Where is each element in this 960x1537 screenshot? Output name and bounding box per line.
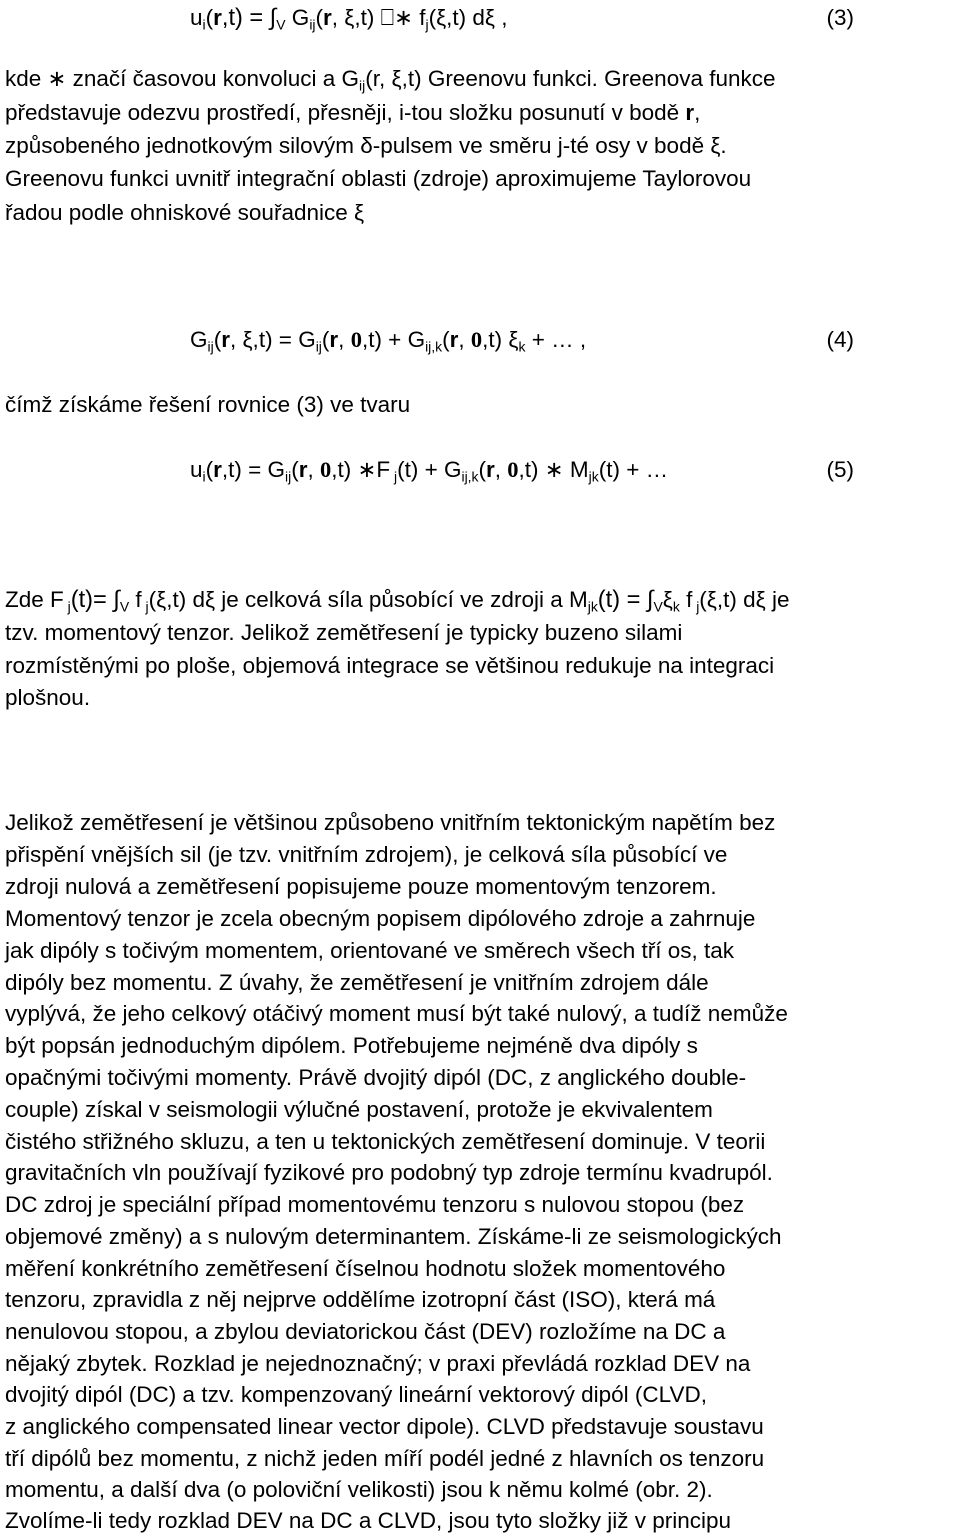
- text-line: gravitačních vln používají fyzikové pro podobný typ zdroje termínu kvadrupól.: [5, 1160, 773, 1185]
- text-line: Zvolíme-li tedy rozklad DEV na DC a CLVD, jsou tyto složky již v principu: [5, 1508, 732, 1533]
- eq-text: ,t) = ∫: [221, 5, 277, 31]
- eq-text: ,: [494, 457, 508, 482]
- eq-text: u: [190, 5, 203, 30]
- eq-sub: V: [276, 16, 286, 33]
- eq-sub: i: [202, 468, 206, 485]
- text-sub: j: [63, 598, 71, 615]
- text-line: plošnou.: [5, 685, 91, 710]
- eq-bold: r: [213, 457, 222, 482]
- text-sub: j: [141, 598, 149, 615]
- eq-text: ,: [338, 327, 351, 352]
- equation-number-5: (5): [826, 457, 854, 482]
- equation-5: [190, 455, 668, 485]
- text-run: ξ: [662, 587, 673, 612]
- eq-sub: j: [425, 16, 429, 33]
- text-line: Momentový tenzor je zcela obecným popisem dipólového zdroje a zahrnuje: [5, 906, 756, 931]
- eq-sub: ij,k: [425, 338, 443, 355]
- text-line: čistého střižného skluzu, a ten u tektonických zemětřesení dominuje. V teorii: [5, 1129, 766, 1154]
- eq-sub: i: [202, 16, 206, 33]
- equation-4: [190, 325, 586, 355]
- equation-number-3: (3): [826, 5, 854, 30]
- eq-text: ,t) ∗ M: [518, 457, 589, 482]
- eq-text: (: [205, 5, 214, 30]
- text-run: f: [129, 587, 142, 612]
- text-bold: r: [685, 100, 695, 125]
- eq-text: ,: [307, 457, 321, 482]
- eq-text: u: [190, 457, 203, 482]
- text-run: (t) = ∫: [597, 587, 654, 613]
- text-line: nějaký zbytek. Rozklad je nejednoznačný; v praxi převládá rozklad DEV na: [5, 1351, 751, 1376]
- text-run: f: [679, 587, 693, 612]
- eq-text: G: [285, 5, 310, 30]
- eq-text: ,t) ξ: [482, 327, 519, 352]
- text-line: čímž získáme řešení rovnice (3) ve tvaru: [5, 392, 411, 417]
- eq-sub: ij: [207, 338, 214, 355]
- text-run: představuje odezvu prostředí, přesněji, i-tou složku posunutí v bodě: [5, 100, 686, 125]
- text-line: z anglického compensated linear vector dipole). CLVD představuje soustavu: [5, 1414, 764, 1439]
- eq-text: (: [291, 457, 299, 482]
- eq-sub: ij: [315, 338, 322, 355]
- text-line: přispění vnějších sil (je tzv. vnitřním zdrojem), je celková síla působící ve: [5, 842, 728, 867]
- text-run: (ξ,t) dξ je: [699, 587, 790, 612]
- text-line: opačnými točivými momenty. Právě dvojitý dipól (DC, z anglického double-: [5, 1065, 747, 1090]
- text-line: nenulovou stopou, a zbylou deviatorickou část (DEV) rozložíme na DC a: [5, 1319, 726, 1344]
- equation-3: [190, 3, 507, 33]
- text-line: rozmístěnými po ploše, objemová integrace se většinou redukuje na integraci: [5, 653, 775, 678]
- text-line: být popsán jednoduchým dipólem. Potřebujeme nejméně dva dipóly s: [5, 1033, 698, 1058]
- eq-text: ,t) + G: [361, 327, 426, 352]
- eq-text: (: [213, 327, 222, 352]
- text-line: zdroji nulová a zemětřesení popisujeme pouze momentovým tenzorem.: [5, 874, 717, 899]
- text-line: Jelikož zemětřesení je většinou způsobeno vnitřním tektonickým napětím bez: [5, 810, 776, 835]
- eq-sub: jk: [588, 468, 599, 485]
- eq-sub: ij,k: [461, 468, 479, 485]
- text-line: dvojitý dipól (DC) a tzv. kompenzovaný lineární vektorový dipól (CLVD,: [5, 1382, 707, 1407]
- text-run: ,: [694, 100, 701, 125]
- eq-text: ,t) = G: [221, 457, 286, 482]
- text-line: Greenovu funkci uvnitř integrační oblasti (zdroje) aproximujeme Taylorovou: [5, 166, 752, 191]
- text-line: tenzoru, zpravidla z něj nejprve oddělíme izotropní část (ISO), která má: [5, 1287, 716, 1312]
- text-line: objemové změny) a s nulovým determinantem. Získáme-li ze seismologických: [5, 1224, 782, 1249]
- text-line: dipóly bez momentu. Z úvahy, že zemětřesení je vnitřním zdrojem dále: [5, 970, 709, 995]
- text-run: Zde F: [5, 587, 64, 612]
- text-sub: ij: [359, 77, 366, 94]
- eq-text: ,t) ∗F: [331, 457, 391, 482]
- eq-text: (ξ,t) dξ ,: [428, 5, 508, 30]
- text-sub: V: [653, 598, 663, 615]
- eq-zero: 0: [507, 457, 519, 482]
- equation-number-4: (4): [826, 327, 854, 352]
- eq-text: ,: [458, 327, 471, 352]
- eq-text: G: [190, 327, 208, 352]
- eq-bold: r: [298, 457, 308, 482]
- eq-text: , ξ,t) = G: [229, 327, 316, 352]
- eq-text: (t) + G: [397, 457, 462, 482]
- text-line: [5, 98, 700, 128]
- eq-bold: r: [221, 327, 230, 352]
- eq-bold: r: [486, 457, 495, 482]
- eq-bold: r: [213, 5, 222, 30]
- text-line: vyplývá, že jeho celkový otáčivý moment musí být také nulový, a tudíž nemůže: [5, 1001, 788, 1026]
- text-line: couple) získal v seismologii výlučné postavení, protože je ekvivalentem: [5, 1097, 713, 1122]
- eq-zero: 0: [320, 457, 332, 482]
- text-sub: V: [119, 598, 130, 615]
- eq-bold: r: [323, 5, 332, 30]
- eq-zero: 0: [470, 327, 483, 352]
- text-run: kde ∗ značí časovou konvoluci a G: [5, 66, 360, 91]
- eq-bold: r: [329, 327, 339, 352]
- text-sub: k: [672, 598, 680, 615]
- text-line: [5, 64, 776, 94]
- eq-text: (: [478, 457, 487, 482]
- eq-text: (: [205, 457, 214, 482]
- text-sub: jk: [587, 598, 598, 615]
- eq-text: (: [442, 327, 450, 352]
- text-line: způsobeného jednotkovým silovým δ-pulsem ve směru j-té osy v bodě ξ.: [5, 133, 727, 158]
- text-sub: j: [692, 598, 700, 615]
- text-line: tzv. momentový tenzor. Jelikož zemětřesení je typicky buzeno silami: [5, 620, 683, 645]
- text-run: (t)= ∫: [70, 587, 120, 613]
- text-line: momentu, a další dva (o poloviční velikosti) jsou k němu kolmé (obr. 2).: [5, 1477, 713, 1502]
- eq-sub: j: [390, 468, 398, 485]
- eq-text: + … ,: [525, 327, 587, 352]
- eq-text: (: [315, 5, 324, 30]
- text-line: měření konkrétního zemětřesení číselnou hodnotu složek momentového: [5, 1256, 726, 1281]
- eq-text: , ξ,t) ⎕∗ f: [331, 5, 426, 30]
- text-line: řadou podle ohniskové souřadnice ξ: [5, 200, 365, 225]
- eq-zero: 0: [350, 327, 362, 352]
- text-line: DC zdroj je speciální případ momentovému tenzoru s nulovou stopou (bez: [5, 1192, 745, 1217]
- text-run: (r, ξ,t) Greenovu funkci. Greenova funkce: [365, 66, 776, 91]
- text-line: [5, 585, 789, 615]
- eq-sub: ij: [309, 16, 316, 33]
- text-line: jak dipóly s točivým momentem, orientované ve směrech všech tří os, tak: [5, 938, 735, 963]
- eq-text: (t) + …: [598, 457, 669, 482]
- text-line: tří dipólů bez momentu, z nichž jeden míří podél jedné z hlavních os tenzoru: [5, 1446, 765, 1471]
- eq-text: (: [321, 327, 330, 352]
- eq-bold: r: [449, 327, 459, 352]
- text-run: (ξ,t) dξ je celková síla působící ve zdroji a M: [148, 587, 588, 612]
- eq-sub: k: [518, 338, 526, 355]
- eq-sub: ij: [285, 468, 292, 485]
